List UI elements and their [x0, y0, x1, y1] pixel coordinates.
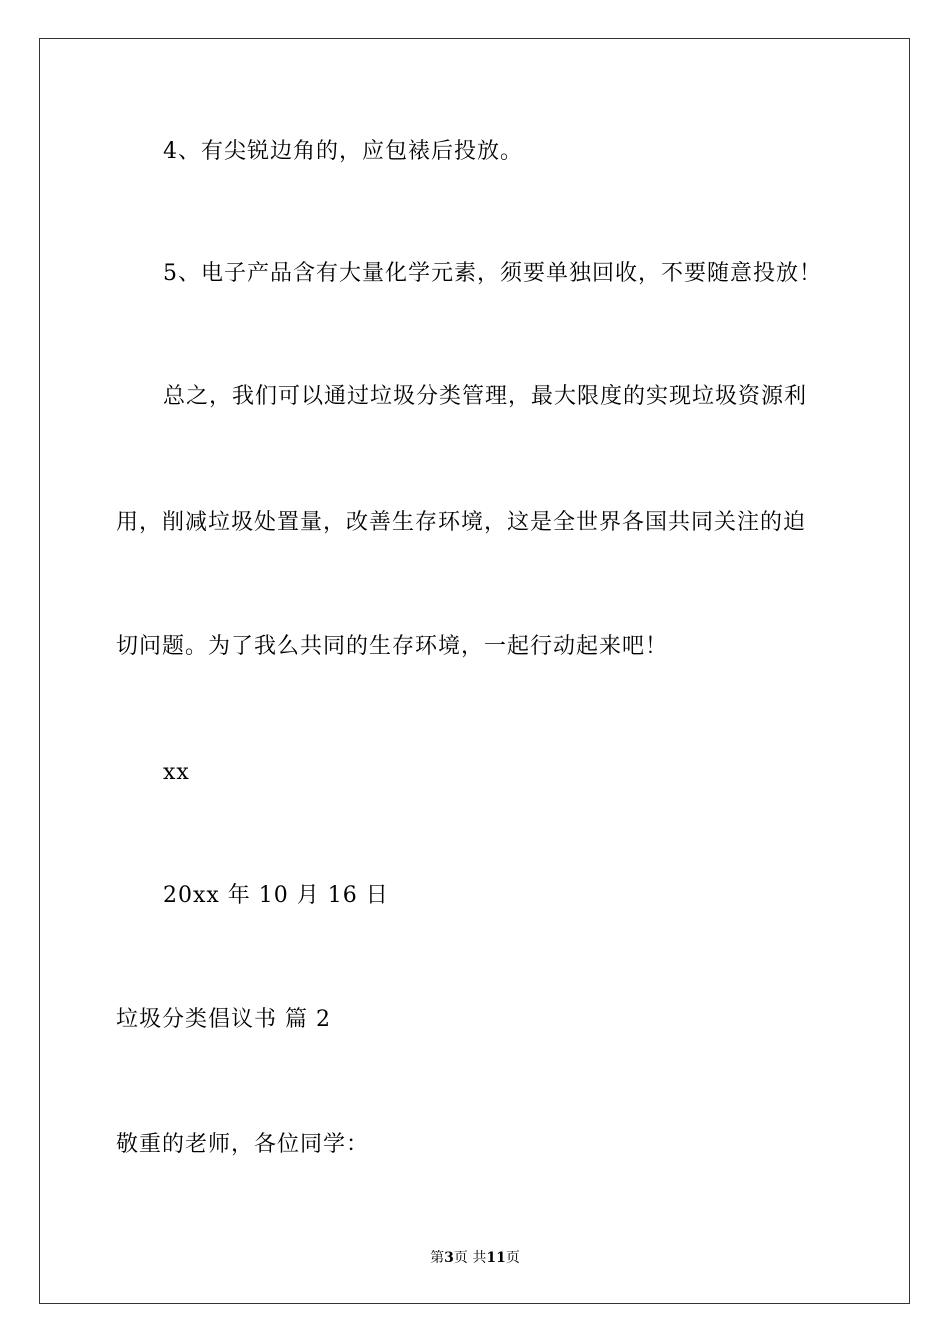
footer-current-page: 3 [444, 1250, 454, 1266]
paragraph-summary-line-1: 总之，我们可以通过垃圾分类管理，最大限度的实现垃圾资源利 [163, 384, 808, 409]
footer-total-pages: 11 [486, 1250, 506, 1266]
section-heading: 垃圾分类倡议书 篇 2 [116, 1007, 331, 1032]
salutation: 敬重的老师，各位同学： [116, 1132, 370, 1157]
signature-date: 20xx 年 10 月 16 日 [163, 883, 389, 908]
paragraph-item-5: 5、电子产品含有大量化学元素，须要单独回收，不要随意投放！ [163, 261, 822, 286]
page-footer [0, 1248, 950, 1268]
page-border [39, 38, 910, 1304]
footer-middle: 页 共 [453, 1250, 487, 1266]
paragraph-item-4: 4、有尖锐边角的，应包裱后投放。 [163, 139, 523, 164]
footer-prefix: 第 [430, 1250, 445, 1266]
signature-name: xx [163, 760, 190, 785]
paragraph-summary-line-3: 切问题。为了我么共同的生存环境，一起行动起来吧！ [116, 634, 669, 659]
footer-suffix: 页 [505, 1250, 520, 1266]
paragraph-summary-line-2: 用，削减垃圾处置量，改善生存环境，这是全世界各国共同关注的迫 [116, 510, 807, 535]
